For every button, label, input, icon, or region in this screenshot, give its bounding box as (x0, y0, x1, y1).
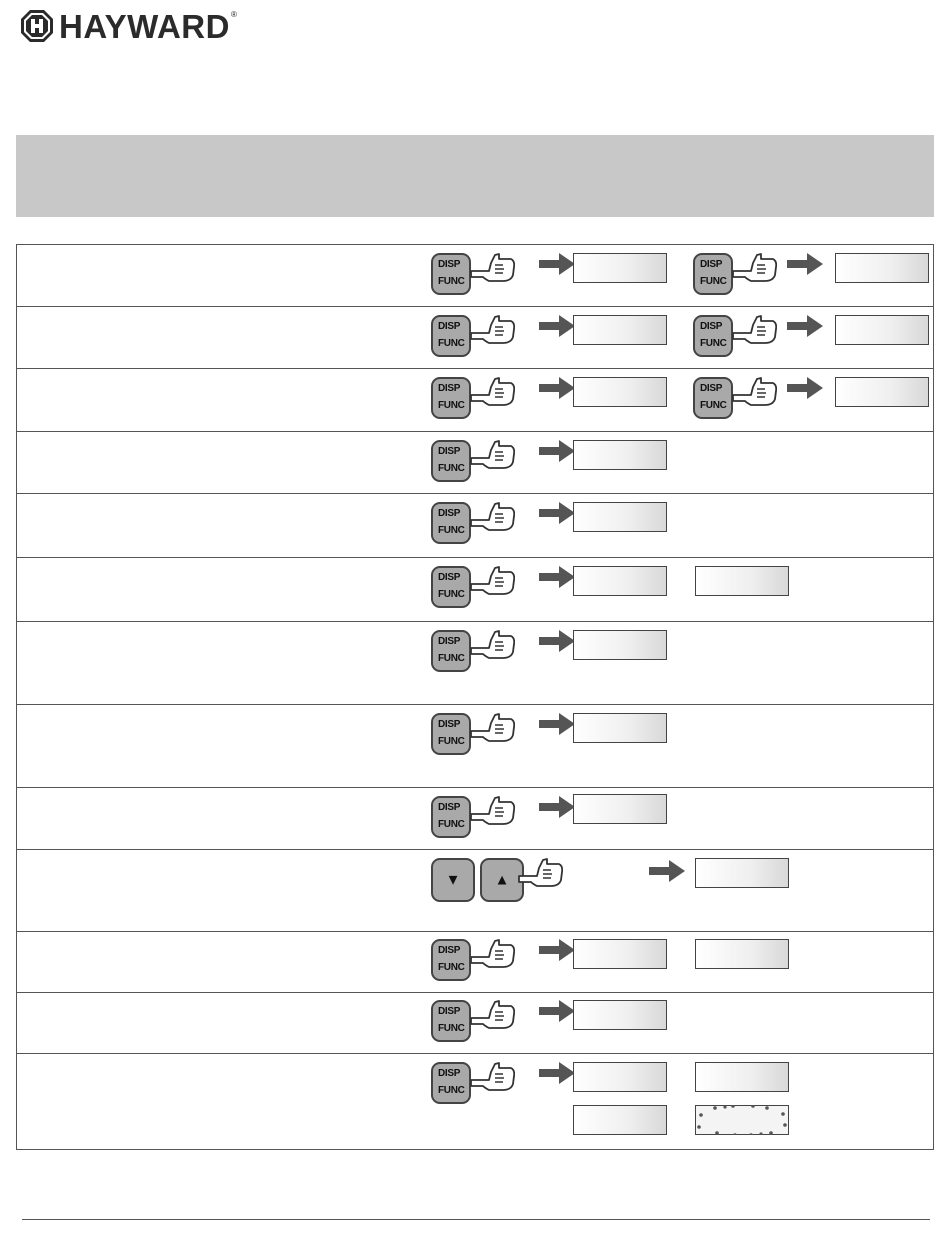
step-row (17, 788, 933, 850)
pointing-hand-icon (469, 792, 515, 828)
disp-label: DISP (438, 802, 461, 813)
step-row (17, 245, 933, 307)
disp-func-button[interactable] (431, 315, 473, 359)
right-arrow-icon (649, 860, 685, 882)
disp-label: DISP (438, 259, 461, 270)
section-banner (16, 135, 934, 217)
disp-label: DISP (438, 321, 461, 332)
func-label: FUNC (438, 736, 465, 747)
lcd-display (695, 858, 789, 888)
lcd-display (573, 630, 667, 660)
up-triangle-icon: ▲ (494, 871, 510, 889)
step-row (17, 369, 933, 432)
lcd-display (695, 1062, 789, 1092)
step-row (17, 705, 933, 788)
func-label: FUNC (438, 962, 465, 973)
disp-func-button[interactable] (431, 566, 473, 610)
footer-rule (22, 1219, 930, 1220)
lcd-display (573, 1105, 667, 1135)
pointing-hand-icon (469, 249, 515, 285)
disp-func-button[interactable] (431, 253, 473, 297)
pointing-hand-icon (731, 311, 777, 347)
hayward-logo (20, 8, 237, 44)
func-label: FUNC (438, 653, 465, 664)
pointing-hand-icon (517, 854, 563, 890)
right-arrow-icon (787, 253, 823, 275)
right-arrow-icon (539, 440, 575, 462)
func-label: FUNC (438, 1023, 465, 1034)
lcd-display (573, 939, 667, 969)
pointing-hand-icon (469, 562, 515, 598)
disp-label: DISP (438, 1006, 461, 1017)
pointing-hand-icon (469, 373, 515, 409)
step-row (17, 432, 933, 494)
lcd-display (573, 794, 667, 824)
disp-func-button[interactable] (431, 502, 473, 546)
lcd-display (573, 1000, 667, 1030)
pointing-hand-icon (469, 626, 515, 662)
lcd-display (573, 315, 667, 345)
pointing-hand-icon (469, 1058, 515, 1094)
func-label: FUNC (438, 276, 465, 287)
func-label: FUNC (438, 589, 465, 600)
disp-label: DISP (438, 508, 461, 519)
disp-label: DISP (438, 945, 461, 956)
func-label: FUNC (438, 338, 465, 349)
right-arrow-icon (539, 253, 575, 275)
disp-func-button[interactable] (693, 253, 735, 297)
pointing-hand-icon (469, 311, 515, 347)
func-label: FUNC (700, 400, 727, 411)
step-row (17, 307, 933, 369)
step-row (17, 993, 933, 1054)
brand-name: HAYWARD (59, 7, 230, 45)
disp-label: DISP (700, 383, 723, 394)
step-row (17, 932, 933, 993)
disp-label: DISP (700, 321, 723, 332)
disp-func-button[interactable] (693, 315, 735, 359)
right-arrow-icon (539, 315, 575, 337)
pointing-hand-icon (469, 436, 515, 472)
right-arrow-icon (539, 377, 575, 399)
disp-func-button[interactable] (431, 440, 473, 484)
lcd-display (573, 713, 667, 743)
lcd-display (695, 939, 789, 969)
lcd-display (573, 440, 667, 470)
disp-func-button[interactable] (693, 377, 735, 421)
pointing-hand-icon (469, 709, 515, 745)
disp-label: DISP (438, 572, 461, 583)
func-label: FUNC (438, 525, 465, 536)
step-row (17, 1054, 933, 1150)
disp-label: DISP (438, 636, 461, 647)
step-row (17, 558, 933, 622)
right-arrow-icon (539, 502, 575, 524)
registered-mark: ® (230, 9, 237, 19)
disp-label: DISP (438, 1068, 461, 1079)
func-label: FUNC (438, 400, 465, 411)
right-arrow-icon (787, 377, 823, 399)
down-button[interactable] (431, 858, 475, 902)
pointing-hand-icon (469, 935, 515, 971)
right-arrow-icon (539, 1000, 575, 1022)
right-arrow-icon (539, 1062, 575, 1084)
steps-table (16, 244, 934, 1150)
disp-func-button[interactable] (431, 1062, 473, 1106)
disp-label: DISP (438, 719, 461, 730)
disp-func-button[interactable] (431, 630, 473, 674)
lcd-display (573, 1062, 667, 1092)
step-row (17, 622, 933, 705)
lcd-display-flashing (695, 1105, 789, 1135)
hayward-h-logo-icon (20, 9, 54, 43)
right-arrow-icon (539, 566, 575, 588)
lcd-display (835, 253, 929, 283)
func-label: FUNC (438, 819, 465, 830)
lcd-display (695, 566, 789, 596)
right-arrow-icon (539, 630, 575, 652)
pointing-hand-icon (469, 996, 515, 1032)
right-arrow-icon (539, 796, 575, 818)
func-label: FUNC (438, 463, 465, 474)
disp-func-button[interactable] (431, 796, 473, 840)
disp-label: DISP (700, 259, 723, 270)
func-label: FUNC (700, 338, 727, 349)
disp-label: DISP (438, 446, 461, 457)
right-arrow-icon (787, 315, 823, 337)
disp-label: DISP (438, 383, 461, 394)
lcd-display (835, 315, 929, 345)
pointing-hand-icon (731, 249, 777, 285)
pointing-hand-icon (469, 498, 515, 534)
right-arrow-icon (539, 713, 575, 735)
down-triangle-icon: ▼ (445, 871, 461, 889)
disp-func-button[interactable] (431, 1000, 473, 1044)
lcd-display (573, 502, 667, 532)
func-label: FUNC (700, 276, 727, 287)
step-row (17, 850, 933, 932)
lcd-display (573, 566, 667, 596)
disp-func-button[interactable] (431, 713, 473, 757)
right-arrow-icon (539, 939, 575, 961)
pointing-hand-icon (731, 373, 777, 409)
lcd-display (835, 377, 929, 407)
disp-func-button[interactable] (431, 377, 473, 421)
step-row (17, 494, 933, 558)
disp-func-button[interactable] (431, 939, 473, 983)
func-label: FUNC (438, 1085, 465, 1096)
lcd-display (573, 377, 667, 407)
lcd-display (573, 253, 667, 283)
flashing-dots-icon (695, 1105, 789, 1135)
